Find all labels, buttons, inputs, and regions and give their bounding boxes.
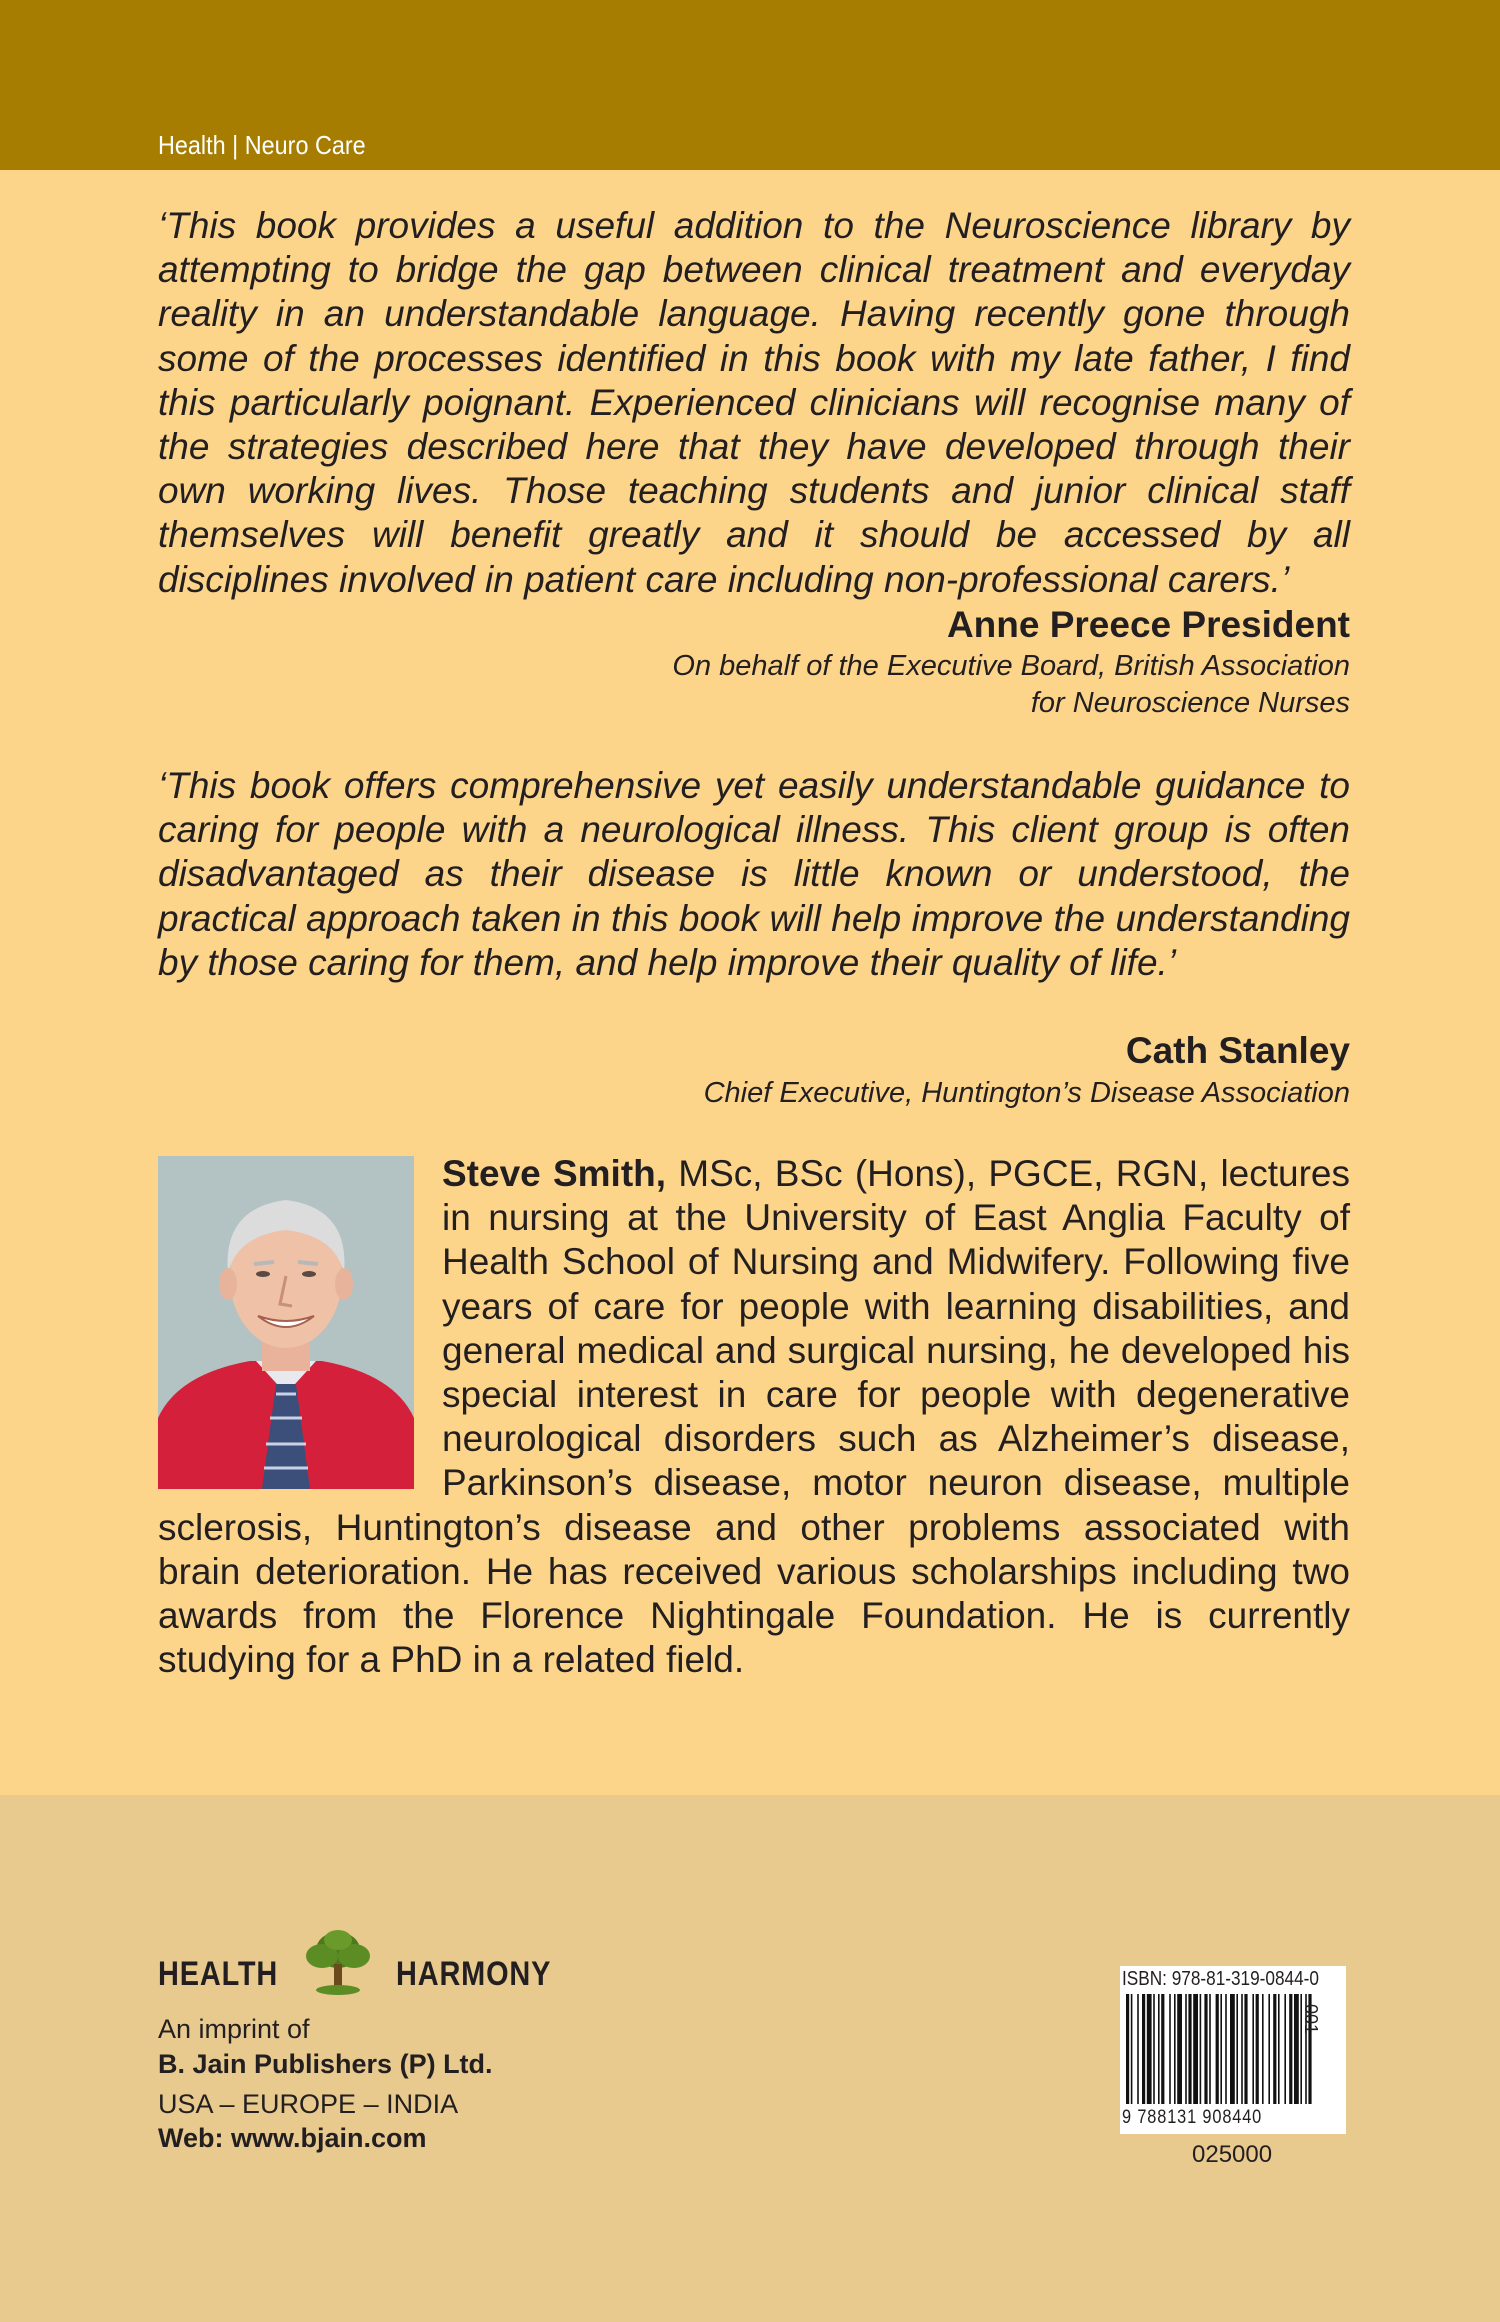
barcode-bar	[1185, 1994, 1187, 2104]
barcode-bar	[1158, 1994, 1160, 2104]
barcode-bar	[1193, 1994, 1198, 2104]
barcode-bar	[1220, 1994, 1222, 2104]
barcode-bar	[1236, 1994, 1238, 2104]
barcode-bar	[1131, 1994, 1133, 2104]
barcode-bar	[1137, 1994, 1139, 2104]
testimonial-role-1: On behalf of the Executive Board, British Association for Neuroscience Nurses	[672, 650, 1350, 719]
testimonial-author-2: Cath Stanley	[1125, 1030, 1350, 1071]
barcode-bar	[1204, 1994, 1207, 2104]
author-bio	[158, 1152, 1350, 1682]
barcode-bar	[1256, 1994, 1259, 2104]
barcode-bar	[1174, 1994, 1176, 2104]
barcode-bar	[1262, 1994, 1264, 2104]
publisher-name: B. Jain Publishers (P) Ltd.	[158, 2049, 493, 2079]
author-photo	[158, 1156, 414, 1489]
isbn-barcode	[1120, 1966, 1346, 2134]
author-portrait-illustration	[158, 1156, 414, 1489]
testimonial-author-1: Anne Preece President	[946, 604, 1350, 645]
barcode-bar	[1188, 1994, 1191, 2104]
barcode-bar	[1209, 1994, 1211, 2104]
barcode-bar	[1216, 1994, 1219, 2104]
barcode-bar	[1273, 1994, 1276, 2104]
barcode-bar	[1268, 1994, 1270, 2104]
barcode-bar	[1230, 1994, 1235, 2104]
isbn-label: ISBN: 978-81-319-0844-0	[1122, 1968, 1319, 1990]
barcode-bar	[1278, 1994, 1280, 2104]
barcode-bar	[1153, 1994, 1155, 2104]
barcode-bar	[1252, 1994, 1254, 2104]
barcode-bar	[1289, 1994, 1292, 2104]
barcode-bar	[1241, 1994, 1243, 2104]
imprint-label: An imprint of	[158, 2014, 310, 2044]
price-code: 025000	[1192, 2141, 1273, 2168]
barcode-bars	[1124, 1994, 1312, 2104]
barcode-bar	[1147, 1994, 1152, 2104]
barcode-bar	[1177, 1994, 1182, 2104]
testimonial-quote-1: ‘This book provides a useful addition to the Neuroscience library by attempting to bridge the gap between clinical treatment and everyday reality in an understandable language. Having recently gone through some of the processes identified in this book with my late father, I find this particularly poignant. Experienced clinicians will recognise many of the strategies described here that they have developed through their own working lives. Those teaching students and junior clinical staff themselves will benefit greatly and it should be accessed by all disciplines involved in patient care including non-professional carers.’	[158, 205, 1350, 600]
logo-word-health: HEALTH	[158, 1955, 279, 1993]
barcode-bar	[1294, 1994, 1299, 2104]
category-label: Health | Neuro Care	[158, 130, 366, 160]
author-bio-text: MSc, BSc (Hons), PGCE, RGN, lectures in nursing at the University of East Anglia Faculty of Health School of Nursing and Midwifery. Following five years of care for people with learning disabilities, and general medical and surgical nursing, he developed his special interest in care for people with degenerative neurological disorders such as Alzheimer’s disease, Parkinson’s disease, motor neuron disease, multiple sclerosis, Huntington’s disease and other problems associated with brain deterioration. He has received various scholarships including two awards from the Florence Nightingale Foundation. He is currently studying for a PhD in a related field.	[158, 1153, 1351, 1681]
tree-icon	[290, 1926, 386, 1998]
logo-word-harmony: HARMONY	[396, 1955, 552, 1993]
barcode-bar	[1126, 1994, 1129, 2104]
publisher-website: Web: www.bjain.com	[158, 2123, 427, 2153]
barcode-bar	[1225, 1994, 1227, 2104]
barcode-digits: 9 788131 908440	[1122, 2107, 1263, 2128]
barcode-bar	[1142, 1994, 1145, 2104]
barcode-bar	[1200, 1994, 1202, 2104]
barcode-addon-digits: 001	[1301, 2004, 1321, 2035]
barcode-bar	[1161, 1994, 1164, 2104]
barcode-bar	[1169, 1994, 1171, 2104]
barcode-bar	[1284, 1994, 1286, 2104]
publisher-regions: USA – EUROPE – INDIA	[158, 2089, 459, 2119]
testimonial-role-2: Chief Executive, Huntington’s Disease Association	[703, 1077, 1350, 1109]
author-name: Steve Smith,	[442, 1153, 667, 1194]
barcode-bar	[1244, 1994, 1247, 2104]
testimonial-quote-2: ‘This book offers comprehensive yet easily understandable guidance to caring for people with a neurological illness. This client group is often disadvantaged as their disease is little known or understood, the practical approach taken in this book will help improve the understanding by those caring for them, and help improve their quality of life.’	[158, 765, 1350, 983]
